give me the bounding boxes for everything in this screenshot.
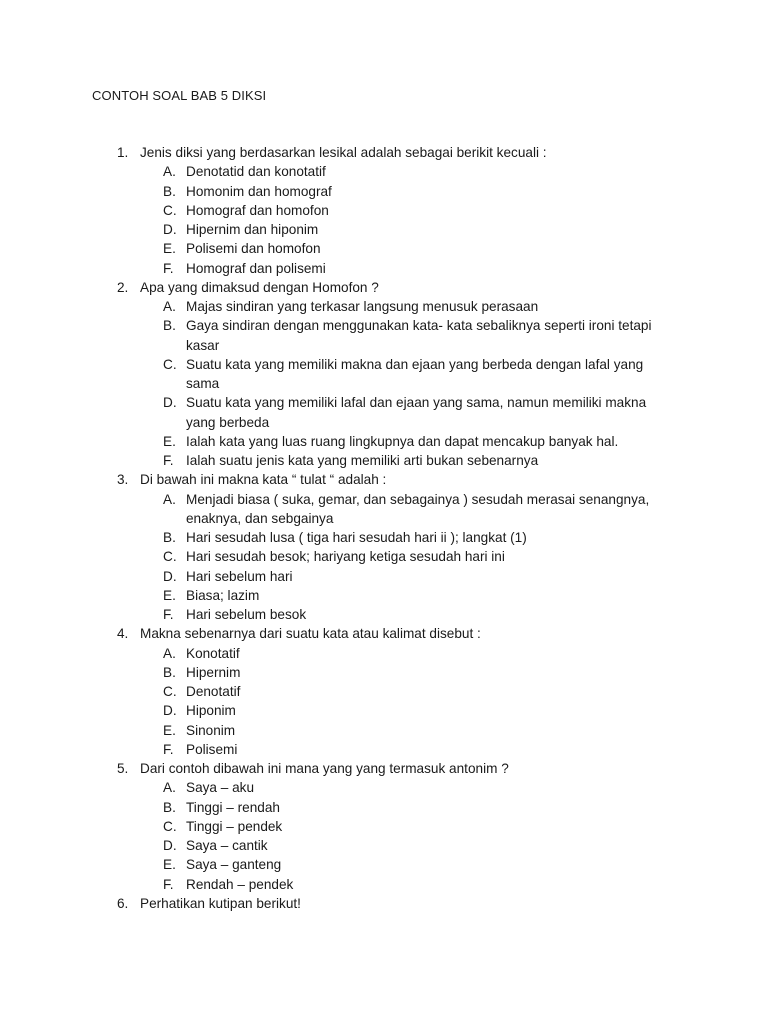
answer-option: [0, 297, 768, 316]
answer-option: [0, 316, 768, 335]
option-letter: A.: [163, 491, 176, 507]
option-letter: D.: [163, 568, 177, 584]
answer-option: [0, 605, 768, 624]
answer-option: [0, 721, 768, 740]
answer-option: [0, 740, 768, 759]
answer-option-continuation: [0, 413, 768, 432]
answer-option: [0, 490, 768, 509]
option-text: Suatu kata yang memiliki lafal dan ejaan yang sama, namun memiliki makna: [186, 395, 647, 411]
option-text: Denotatif: [186, 684, 241, 699]
option-letter: E.: [163, 722, 176, 738]
question-number: 3.: [117, 472, 129, 488]
option-text: Hari sebelum hari: [186, 568, 293, 584]
option-letter: E.: [163, 857, 176, 873]
answer-option: [0, 201, 768, 220]
answer-option: [0, 836, 768, 855]
question-item: [0, 894, 768, 913]
answer-option: [0, 701, 768, 720]
answer-option: [0, 798, 768, 817]
answer-option: [0, 220, 768, 239]
answer-option: [0, 567, 768, 586]
question-text: Makna sebenarnya dari suatu kata atau kalimat disebut :: [140, 626, 481, 642]
answer-option: [0, 855, 768, 874]
question-number: 5.: [117, 761, 129, 776]
question-text: Dari contoh dibawah ini mana yang yang termasuk antonim ?: [140, 761, 509, 776]
answer-option: [0, 432, 768, 451]
option-text: Menjadi biasa ( suka, gemar, dan sebagainya ) sesudah merasai senangnya,: [186, 491, 650, 507]
option-text: Konotatif: [186, 645, 240, 661]
option-letter: A.: [163, 780, 176, 796]
option-letter: C.: [163, 684, 177, 699]
option-letter: E.: [163, 241, 176, 257]
option-letter: B.: [163, 530, 176, 545]
option-letter: F.: [163, 260, 174, 276]
answer-option-continuation: [0, 336, 768, 355]
option-text: Hari sebelum besok: [186, 607, 307, 622]
option-text: Ialah kata yang luas ruang lingkupnya dan dapat mencakup banyak hal.: [186, 433, 619, 449]
answer-option-continuation: [0, 374, 768, 393]
option-letter: B.: [163, 318, 176, 334]
option-letter: F.: [163, 741, 174, 757]
option-text: Sinonim: [186, 722, 236, 738]
option-text: Saya – ganteng: [186, 857, 282, 873]
question-number: 2.: [117, 279, 129, 295]
option-letter: B.: [163, 183, 176, 199]
option-letter: F.: [163, 453, 174, 468]
option-text: Polisemi: [186, 741, 238, 757]
option-letter: E.: [163, 433, 176, 449]
option-letter: A.: [163, 645, 176, 661]
option-letter: E.: [163, 587, 176, 603]
question-item: [0, 143, 768, 162]
question-list: [0, 143, 768, 913]
answer-option: [0, 162, 768, 181]
option-text: sama: [186, 376, 220, 391]
option-text: Majas sindiran yang terkasar langsung menusuk perasaan: [186, 299, 539, 314]
option-text: Hari sesudah lusa ( tiga hari sesudah hari ii ); langkat (1): [186, 530, 527, 545]
question-item: [0, 624, 768, 643]
question-item: [0, 470, 768, 489]
document-title: CONTOH SOAL BAB 5 DIKSI: [92, 88, 267, 103]
answer-option: [0, 682, 768, 701]
option-text: Tinggi – rendah: [186, 799, 280, 815]
option-text: Gaya sindiran dengan menggunakan kata- kata sebaliknya seperti ironi tetapi: [186, 318, 652, 334]
answer-option: [0, 875, 768, 894]
option-text: Saya – cantik: [186, 838, 268, 853]
option-text: Denotatid dan konotatif: [186, 164, 326, 180]
option-text: Suatu kata yang memiliki makna dan ejaan yang berbeda dengan lafal yang: [186, 356, 644, 372]
option-letter: F.: [163, 876, 174, 892]
option-letter: B.: [163, 799, 176, 815]
option-letter: C.: [163, 202, 177, 218]
option-text: Rendah – pendek: [186, 876, 294, 892]
answer-option: [0, 644, 768, 663]
answer-option: [0, 586, 768, 605]
answer-option: [0, 182, 768, 201]
option-text: enaknya, dan sebgainya: [186, 510, 334, 526]
answer-option: [0, 259, 768, 278]
option-letter: C.: [163, 356, 177, 372]
option-text: Ialah suatu jenis kata yang memiliki arti bukan sebenarnya: [186, 453, 539, 468]
question-text: Apa yang dimaksud dengan Homofon ?: [140, 279, 379, 295]
option-text: Biasa; lazim: [186, 587, 260, 603]
question-number: 1.: [117, 145, 129, 160]
option-letter: F.: [163, 607, 174, 622]
option-letter: D.: [163, 222, 177, 237]
option-text: Homograf dan homofon: [186, 202, 329, 218]
option-letter: D.: [163, 703, 177, 719]
answer-option: [0, 528, 768, 547]
option-text: yang berbeda: [186, 414, 270, 430]
question-text: Jenis diksi yang berdasarkan lesikal adalah sebagai berikit kecuali :: [140, 145, 547, 160]
answer-option: [0, 547, 768, 566]
question-item: [0, 278, 768, 297]
answer-option: [0, 451, 768, 470]
option-text: Homograf dan polisemi: [186, 260, 326, 276]
option-text: kasar: [186, 337, 220, 353]
option-letter: B.: [163, 664, 176, 680]
answer-option: [0, 817, 768, 836]
question-number: 4.: [117, 626, 129, 642]
question-item: [0, 759, 768, 778]
option-letter: D.: [163, 838, 177, 853]
answer-option: [0, 239, 768, 258]
option-text: Hipernim: [186, 664, 241, 680]
option-text: Hiponim: [186, 703, 236, 719]
option-letter: A.: [163, 164, 176, 180]
option-letter: D.: [163, 395, 177, 411]
question-text: Di bawah ini makna kata “ tulat “ adalah :: [140, 472, 387, 488]
option-text: Hipernim dan hiponim: [186, 222, 319, 237]
option-text: Tinggi – pendek: [186, 818, 283, 834]
answer-option: [0, 355, 768, 374]
answer-option: [0, 393, 768, 412]
option-letter: C.: [163, 818, 177, 834]
option-text: Polisemi dan homofon: [186, 241, 321, 257]
answer-option: [0, 663, 768, 682]
question-text: Perhatikan kutipan berikut!: [140, 895, 301, 911]
question-number: 6.: [117, 895, 129, 911]
option-letter: A.: [163, 299, 176, 314]
option-text: Homonim dan homograf: [186, 183, 332, 199]
option-letter: C.: [163, 549, 177, 565]
option-text: Hari sesudah besok; hariyang ketiga sesudah hari ini: [186, 549, 505, 565]
answer-option: [0, 778, 768, 797]
answer-option-continuation: [0, 509, 768, 528]
option-text: Saya – aku: [186, 780, 255, 796]
